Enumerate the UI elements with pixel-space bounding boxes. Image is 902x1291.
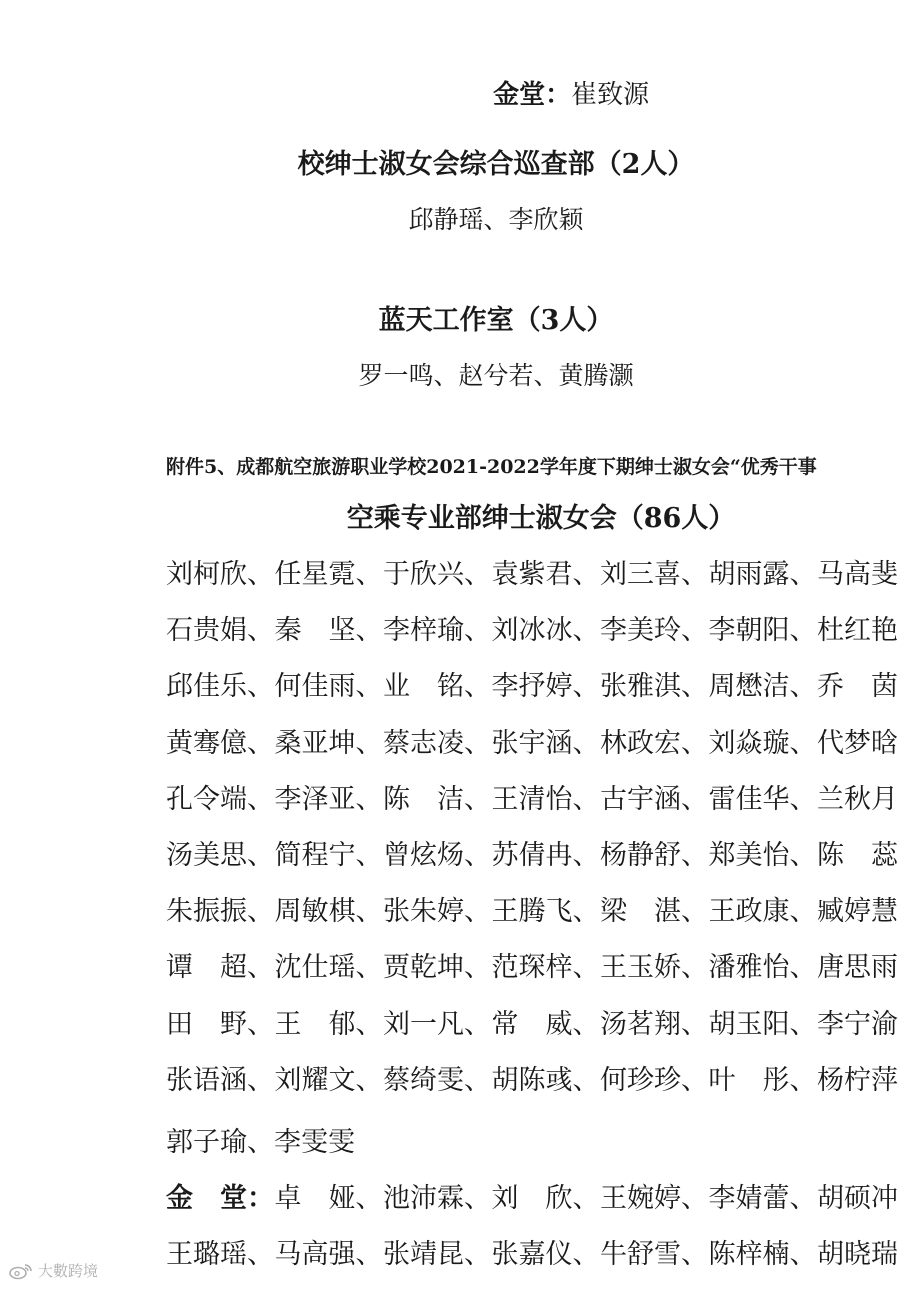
name-row [166,552,898,591]
name-cell: 李泽亚、 [274,784,383,815]
name-cell: 陈 蕊 [817,840,898,871]
name-cell: 常 威、 [491,1009,600,1040]
name-cell: 潘雅怡、 [708,952,817,983]
name-cell: 王政康、 [708,896,817,927]
section-title-studio: 蓝天工作室（3人） [378,305,614,336]
name-cell: 秦 坚、 [274,615,383,646]
name-cell: 简程宁、 [274,840,383,871]
name-cell: 张语涵、 [166,1065,274,1096]
name-cell: 刘耀文、 [274,1065,383,1096]
name-cell: 李抒婷、 [491,671,600,702]
name-cell: 王璐瑶、 [166,1239,274,1270]
name-cell: 沈仕瑶、 [274,952,383,983]
name-cell: 雷佳华、 [708,784,817,815]
name-cell: 刘冰冰、 [491,615,600,646]
name-row [166,777,898,816]
name-cell: 王玉娇、 [600,952,708,983]
name-cell: 刘柯欣、 [166,559,274,590]
name-cell: 周敏棋、 [274,896,383,927]
name-cell: 刘一凡、 [383,1009,491,1040]
name-cell: 牛舒雪、 [600,1239,708,1270]
name-cell: 陈 洁、 [383,784,491,815]
name-cell: 胡雨露、 [708,559,817,590]
name-cell: 臧婷慧 [817,896,898,927]
name-row [166,608,898,647]
name-cell: 马高斐 [817,559,898,590]
jintang-row-1 [166,1176,898,1215]
name-cell: 梁 湛、 [600,896,708,927]
name-row [166,721,898,760]
name-cell: 何佳雨、 [274,671,383,702]
name-cell: 石贵娟、 [166,615,274,646]
section-names-patrol: 邱静瑶、李欣颖 [408,205,584,234]
name-cell: 黄骞億、 [166,728,274,759]
name-cell: 孔令端、 [166,784,274,815]
name-cell: 卓 娅、 [274,1183,383,1214]
name-cell: 业 铭、 [383,671,491,702]
name-cell: 胡晓瑞 [817,1239,898,1270]
section-names-studio: 罗一鸣、赵兮若、黄腾灏 [358,361,634,390]
name-cell: 曾炫炀、 [383,840,491,871]
name-cell: 张宇涵、 [491,728,600,759]
name-cell: 陈梓楠、 [708,1239,817,1270]
name-cell: 王腾飞、 [491,896,600,927]
name-cell: 胡陈彧、 [491,1065,600,1096]
name-cell: 林政宏、 [600,728,708,759]
section-title-patrol: 校绅士淑女会综合巡查部（2人） [297,149,695,180]
top-line [460,44,649,141]
name-cell: 蔡志凌、 [383,728,491,759]
name-cell: 李婧蕾、 [708,1183,817,1214]
name-cell: 蔡绮雯、 [383,1065,491,1096]
name-cell: 于欣兴、 [383,559,491,590]
name-cell: 贾乾坤、 [383,952,491,983]
campus-name: 崔致源 [571,80,650,110]
name-row [166,664,898,703]
name-cell: 何珍珍、 [600,1065,708,1096]
name-cell: 王 郁、 [274,1009,383,1040]
name-cell: 邱佳乐、 [166,671,274,702]
name-cell: 李美玲、 [600,615,708,646]
name-cell: 田 野、 [166,1009,274,1040]
name-cell: 王婉婷、 [600,1183,708,1214]
name-row [166,833,898,872]
name-cell: 池沛霖、 [383,1183,491,1214]
name-cell: 张朱婷、 [383,896,491,927]
section-title-cabin-crew: 空乘专业部绅士淑女会（86人） [346,503,736,534]
name-cell: 乔 茵 [817,671,898,702]
name-cell: 叶 彤、 [708,1065,817,1096]
name-cell: 马高强、 [274,1239,383,1270]
name-cell: 兰秋月 [817,784,898,815]
name-cell: 郑美怡、 [708,840,817,871]
name-cell: 代梦晗 [817,728,898,759]
name-cell: 汤茗翔、 [600,1009,708,1040]
name-cell: 汤美思、 [166,840,274,871]
name-cell: 周懋洁、 [708,671,817,702]
watermark [8,1260,98,1281]
name-cell: 刘 欣、 [491,1183,600,1214]
name-cell: 范琛梓、 [491,952,600,983]
name-cell: 王清怡、 [491,784,600,815]
name-cell: 谭 超、 [166,952,274,983]
name-cell: 任星霓、 [274,559,383,590]
name-cell: 杨静舒、 [600,840,708,871]
name-row-last: 郭子瑜、李雯雯 [166,1127,355,1158]
name-row [166,945,898,984]
name-cell: 袁紫君、 [491,559,600,590]
name-cell: 桑亚坤、 [274,728,383,759]
name-cell: 古宇涵、 [600,784,708,815]
name-cell: 李宁渝 [817,1009,898,1040]
name-cell: 朱振振、 [166,896,274,927]
annex-heading: 附件5、成都航空旅游职业学校2021-2022学年度下期绅士淑女会“优秀干事 [166,456,817,478]
name-cell: 张靖昆、 [383,1239,491,1270]
name-cell: 杨柠萍 [817,1065,898,1096]
name-cell: 胡玉阳、 [708,1009,817,1040]
jintang-row-2 [166,1232,898,1271]
name-cell: 唐思雨 [817,952,898,983]
name-cell: 张雅淇、 [600,671,708,702]
name-cell: 李梓瑜、 [383,615,491,646]
watermark-text: 大數跨境 [38,1262,99,1280]
name-cell: 刘三喜、 [600,559,708,590]
name-cell: 张嘉仪、 [491,1239,600,1270]
name-row [166,1058,898,1097]
name-cell: 胡硕冲 [817,1183,898,1214]
name-cell: 杜红艳 [817,615,898,646]
jintang-label: 金 堂： [166,1183,274,1214]
name-row [166,889,898,928]
name-row [166,1002,898,1041]
campus-label: 金堂： [493,80,572,110]
name-cell: 刘焱璇、 [708,728,817,759]
name-cell: 李朝阳、 [708,615,817,646]
name-cell: 苏倩冉、 [491,840,600,871]
weibo-logo-icon [8,1262,34,1280]
